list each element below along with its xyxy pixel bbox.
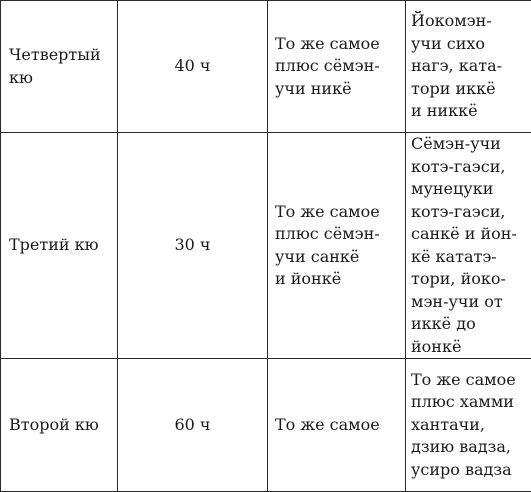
techniques-cell — [406, 1, 531, 133]
level-text: Второй кю — [9, 414, 111, 437]
hours-cell — [118, 1, 268, 133]
requirements-text: То же самое — [275, 414, 399, 437]
level-text: Третий кю — [9, 234, 111, 257]
level-cell — [1, 1, 118, 133]
requirements-text: То же самое плюс сёмэн- учи никё — [275, 33, 399, 101]
requirements-cell — [268, 359, 406, 492]
level-text: Четвертый кю — [9, 44, 111, 89]
table-row — [1, 1, 531, 133]
techniques-cell — [406, 133, 531, 359]
hours-cell — [118, 133, 268, 359]
hours-text: 40 ч — [124, 55, 261, 78]
hours-cell — [118, 359, 268, 492]
requirements-cell — [268, 133, 406, 359]
techniques-text: То же самое плюс хамми хантачи, дзию вадза, усиро вадза — [411, 369, 529, 482]
requirements-cell — [268, 1, 406, 133]
hours-text: 30 ч — [124, 234, 261, 257]
level-cell — [1, 359, 118, 492]
level-cell — [1, 133, 118, 359]
requirements-text: То же самое плюс сёмэн- учи санкё и йонкё — [275, 201, 399, 291]
techniques-text: Сёмэн-учи котэ-гаэси, мунецуки котэ-гаэси, санкё и йон- кё кататэ- тори, йоко- мэн-учи от иккё до йонкё — [411, 133, 529, 358]
techniques-cell — [406, 359, 531, 492]
table-row — [1, 359, 531, 492]
table-row — [1, 133, 531, 359]
techniques-text: Йокомэн- учи сихо нагэ, ката- тори иккё и никкё — [411, 10, 529, 123]
hours-text: 60 ч — [124, 414, 261, 437]
